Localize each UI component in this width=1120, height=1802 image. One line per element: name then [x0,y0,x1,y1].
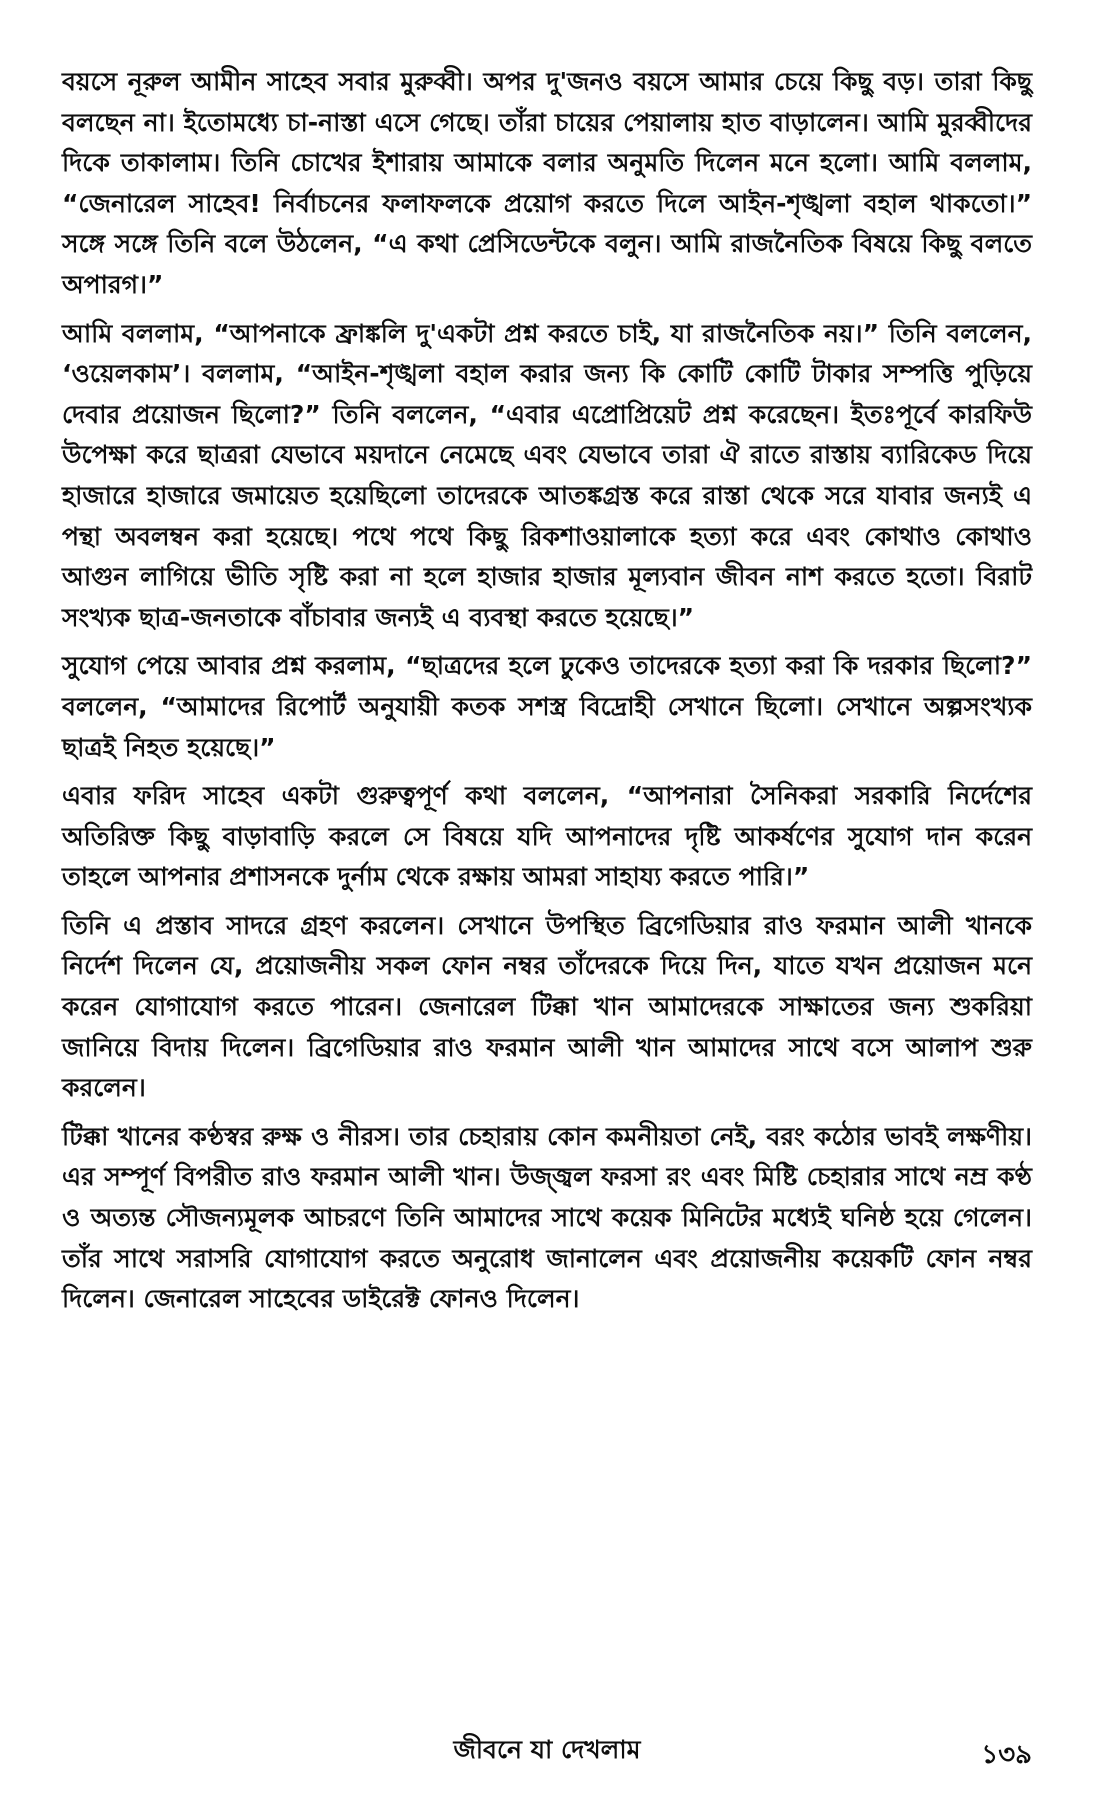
book-page-body [62,62,1032,1328]
paragraph-3: সুযোগ পেয়ে আবার প্রশ্ন করলাম, “ছাত্রদের হলে ঢুকেও তাদেরকে হত্যা করা কি দরকার ছিলো?” বললেন, “আমাদের রিপোর্ট অনুযায়ী কতক সশস্ত্র বিদ্রোহী সেখানে ছিলো। সেখানে অল্পসংখ্যক ছাত্রই নিহত হয়েছে।” [62,651,1032,762]
running-title: জীবনে যা দেখলাম [453,1735,641,1764]
page-number: ১৩৯ [981,1740,1032,1770]
paragraph-2: আমি বললাম, “আপনাকে ফ্রাঙ্কলি দু'একটা প্রশ্ন করতে চাই, যা রাজনৈতিক নয়।” তিনি বললেন, ‘ওয়েলকাম’। বললাম, “আইন-শৃঙ্খলা বহাল করার জন্য কি কোটি কোটি টাকার সম্পত্তি পুড়িয়ে দেবার প্রয়োজন ছিলো?” তিনি বললেন, “এবার এপ্রোপ্রিয়েট প্রশ্ন করেছেন। ইতঃপূর্বে কারফিউ উপেক্ষা করে ছাত্ররা যেভাবে ময়দানে নেমেছে এবং যেভাবে তারা ঐ রাতে রাস্তায় ব্যারিকেড দিয়ে হাজারে হাজারে জমায়েত হয়েছিলো তাদেরকে আতঙ্কগ্রস্ত করে রাস্তা থেকে সরে যাবার জন্যই এ পন্থা অবলম্বন করা হয়েছে। পথে পথে কিছু রিকশাওয়ালাকে হত্যা করে এবং কোথাও কোথাও আগুন লাগিয়ে ভীতি সৃষ্টি করা না হলে হাজার হাজার মূল্যবান জীবন নাশ করতে হতো। বিরাট সংখ্যক ছাত্র-জনতাকে বাঁচাবার জন্যই এ ব্যবস্থা করতে হয়েছে।” [62,318,1032,632]
paragraph-4: এবার ফরিদ সাহেব একটা গুরুত্বপূর্ণ কথা বললেন, “আপনারা সৈনিকরা সরকারি নির্দেশের অতিরিক্ত কিছু বাড়াবাড়ি করলে সে বিষয়ে যদি আপনাদের দৃষ্টি আকর্ষণের সুযোগ দান করেন তাহলে আপনার প্রশাসনকে দুর্নাম থেকে রক্ষায় আমরা সাহায্য করতে পারি।” [62,781,1032,892]
paragraph-5: তিনি এ প্রস্তাব সাদরে গ্রহণ করলেন। সেখানে উপস্থিত ব্রিগেডিয়ার রাও ফরমান আলী খানকে নির্দেশ দিলেন যে, প্রয়োজনীয় সকল ফোন নম্বর তাঁদেরকে দিয়ে দিন, যাতে যখন প্রয়োজন মনে করেন যোগাযোগ করতে পারেন। জেনারেল টিক্কা খান আমাদেরকে সাক্ষাতের জন্য শুকরিয়া জানিয়ে বিদায় দিলেন। ব্রিগেডিয়ার রাও ফরমান আলী খান আমাদের সাথে বসে আলাপ শুরু করলেন। [62,910,1032,1103]
paragraph-1: বয়সে নূরুল আমীন সাহেব সবার মুরুব্বী। অপর দু'জনও বয়সে আমার চেয়ে কিছু বড়। তারা কিছু বলছেন না। ইতোমধ্যে চা-নাস্তা এসে গেছে। তাঁরা চায়ের পেয়ালায় হাত বাড়ালেন। আমি মুরব্বীদের দিকে তাকালাম। তিনি চোখের ইশারায় আমাকে বলার অনুমতি দিলেন মনে হলো। আমি বললাম, “জেনারেল সাহেব! নির্বাচনের ফলাফলকে প্রয়োগ করতে দিলে আইন-শৃঙ্খলা বহাল থাকতো।” সঙ্গে সঙ্গে তিনি বলে উঠলেন, “এ কথা প্রেসিডেন্টকে বলুন। আমি রাজনৈতিক বিষয়ে কিছু বলতে অপারগ।” [62,67,1032,299]
page-footer [62,1730,1032,1770]
paragraph-6: টিক্কা খানের কণ্ঠস্বর রুক্ষ ও নীরস। তার চেহারায় কোন কমনীয়তা নেই, বরং কঠোর ভাবই লক্ষণীয়। এর সম্পূর্ণ বিপরীত রাও ফরমান আলী খান। উজ্জ্বল ফরসা রং এবং মিষ্টি চেহারার সাথে নম্র কণ্ঠ ও অত্যন্ত সৌজন্যমূলক আচরণে তিনি আমাদের সাথে কয়েক মিনিটের মধ্যেই ঘনিষ্ঠ হয়ে গেলেন। তাঁর সাথে সরাসরি যোগাযোগ করতে অনুরোধ জানালেন এবং প্রয়োজনীয় কয়েকটি ফোন নম্বর দিলেন। জেনারেল সাহেবের ডাইরেক্ট ফোনও দিলেন। [62,1121,1032,1314]
